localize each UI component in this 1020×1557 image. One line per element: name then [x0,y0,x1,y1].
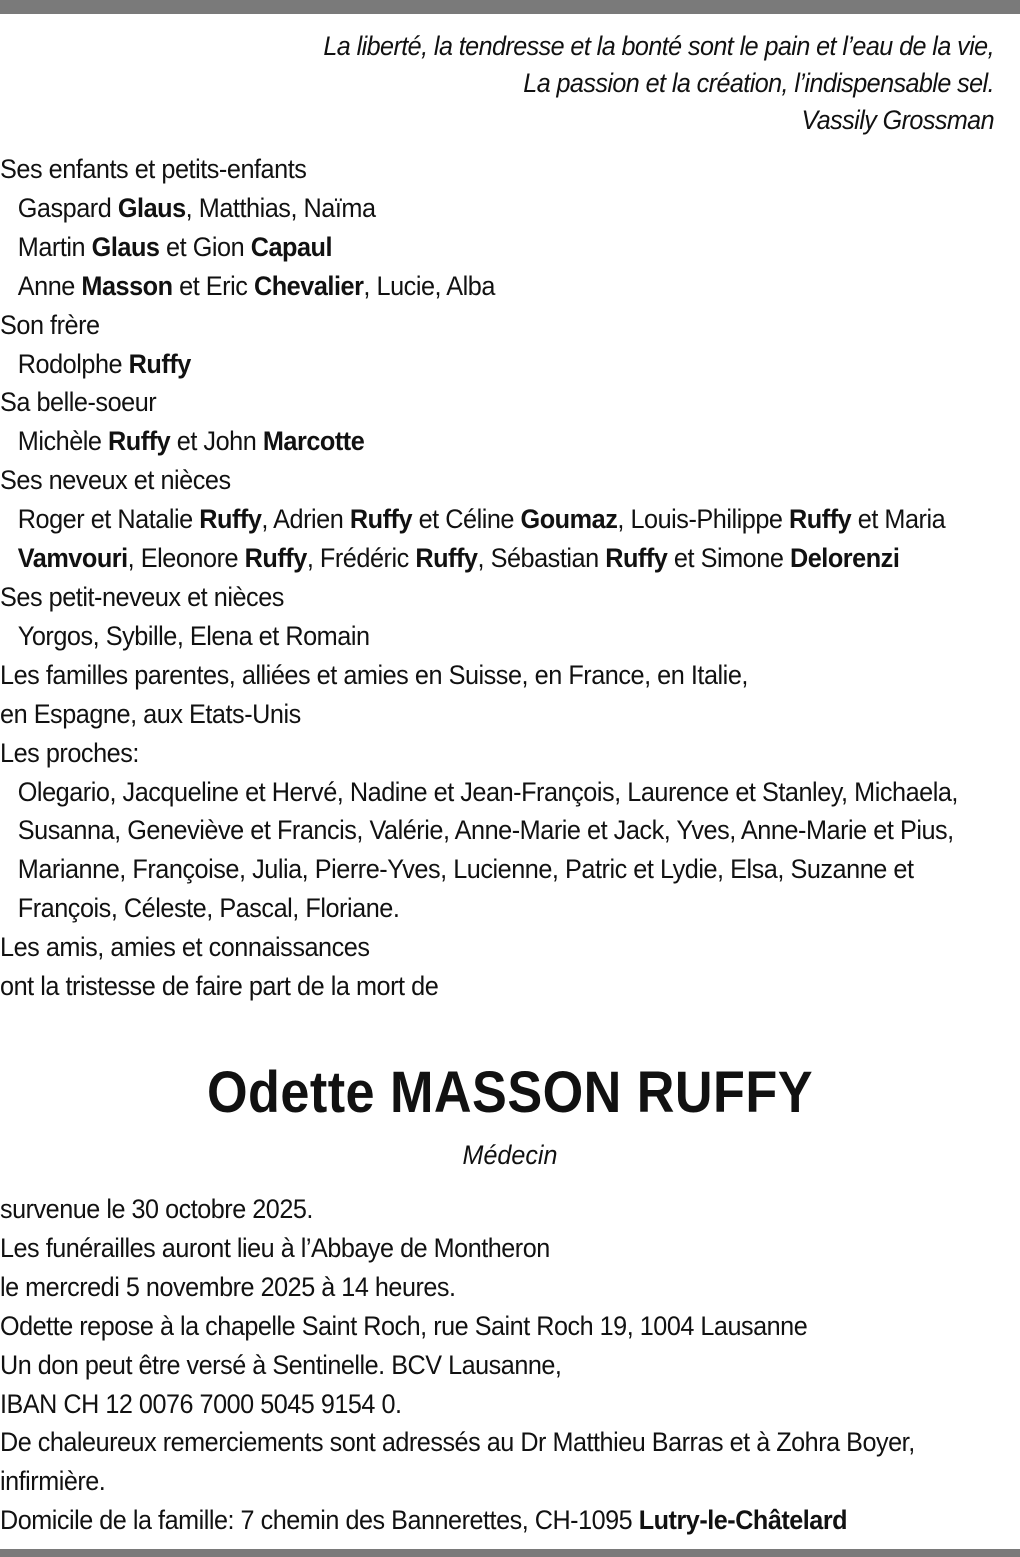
family-list [0,150,1019,1006]
sister-in-law-heading: Sa belle-soeur [0,387,157,418]
relatives-heading: Les proches: [0,737,139,768]
family-member-line: Michèle Ruffy et John Marcotte [17,426,365,457]
resting-place: Odette repose à la chapelle Saint Roch, rue Saint Roch 19, 1004 Lausanne [0,1310,808,1341]
funeral-time: le mercredi 5 novembre 2025 à 14 heures. [0,1271,456,1302]
donation-info: Un don peut être versé à Sentinelle. BCV Lausanne, [0,1349,562,1380]
friends-line: Les amis, amies et connaissances [0,932,370,963]
grand-nephews-heading: Ses petit-neveux et nièces [0,581,284,612]
grand-nephews-list: Yorgos, Sybille, Elena et Romain [17,620,370,651]
epigraph-line: La passion et la création, l’indispensable sel. [523,68,994,98]
epigraph-author: Vassily Grossman [801,105,994,135]
address-city: Lutry-le-Châtelard [638,1505,848,1536]
epigraph [101,28,994,139]
epigraph-line: La liberté, la tendresse et la bonté sont le pain et l’eau de la vie, [323,31,994,61]
death-date: survenue le 30 octobre 2025. [0,1194,313,1224]
announcement-line: ont la tristesse de faire part de la mort de [0,971,439,1002]
nephews-list: Roger et Natalie Ruffy, Adrien Ruffy et Céline Goumaz, Louis-Philippe Ruffy et Maria Vamvouri, Eleonore Ruffy, Frédéric Ruffy, Sébastian Ruffy et Simone Delorenzi [17,504,946,574]
iban: IBAN CH 12 0076 7000 5045 9154 0. [0,1388,402,1419]
deceased-name: Odette MASSON RUFFY [207,1060,813,1125]
families-line: Les familles parentes, alliées et amies en Suisse, en France, en Italie, [0,659,748,690]
family-address: Domicile de la famille: 7 chemin des Bannerettes, CH-1095 Lutry-le-Châtelard [0,1505,848,1536]
nephews-heading: Ses neveux et nièces [0,465,231,496]
families-line: en Espagne, aux Etats-Unis [0,698,301,729]
brother-heading: Son frère [0,309,100,340]
family-member-line: Gaspard Glaus, Matthias, Naïma [17,192,376,223]
funeral-location: Les funérailles auront lieu à l’Abbaye de Montheron [0,1232,550,1263]
bottom-rule [0,1549,1020,1557]
family-member-line: Rodolphe Ruffy [17,348,191,379]
top-rule [0,0,1020,14]
funeral-details [0,1190,1020,1540]
family-member-line: Anne Masson et Eric Chevalier, Lucie, Alba [17,270,495,301]
relatives-list: Olegario, Jacqueline et Hervé, Nadine et Jean-François, Laurence et Stanley, Michaela, Susanna, Geneviève et Francis, Valérie, Anne-Marie et Jack, Yves, Anne-Marie et Pius, Marianne, Françoise, Julia, Pierre-Yves, Lucienne, Patric et Lydie, Elsa, Suzanne et François, Céleste, Pascal, Floriane. [17,776,958,924]
children-heading: Ses enfants et petits-enfants [0,154,307,184]
thanks: De chaleureux remerciements sont adressés au Dr Matthieu Barras et à Zohra Boyer, infirmière. [0,1427,915,1497]
deceased-profession: Médecin [462,1140,558,1170]
family-member-line: Martin Glaus et Gion Capaul [17,231,333,262]
